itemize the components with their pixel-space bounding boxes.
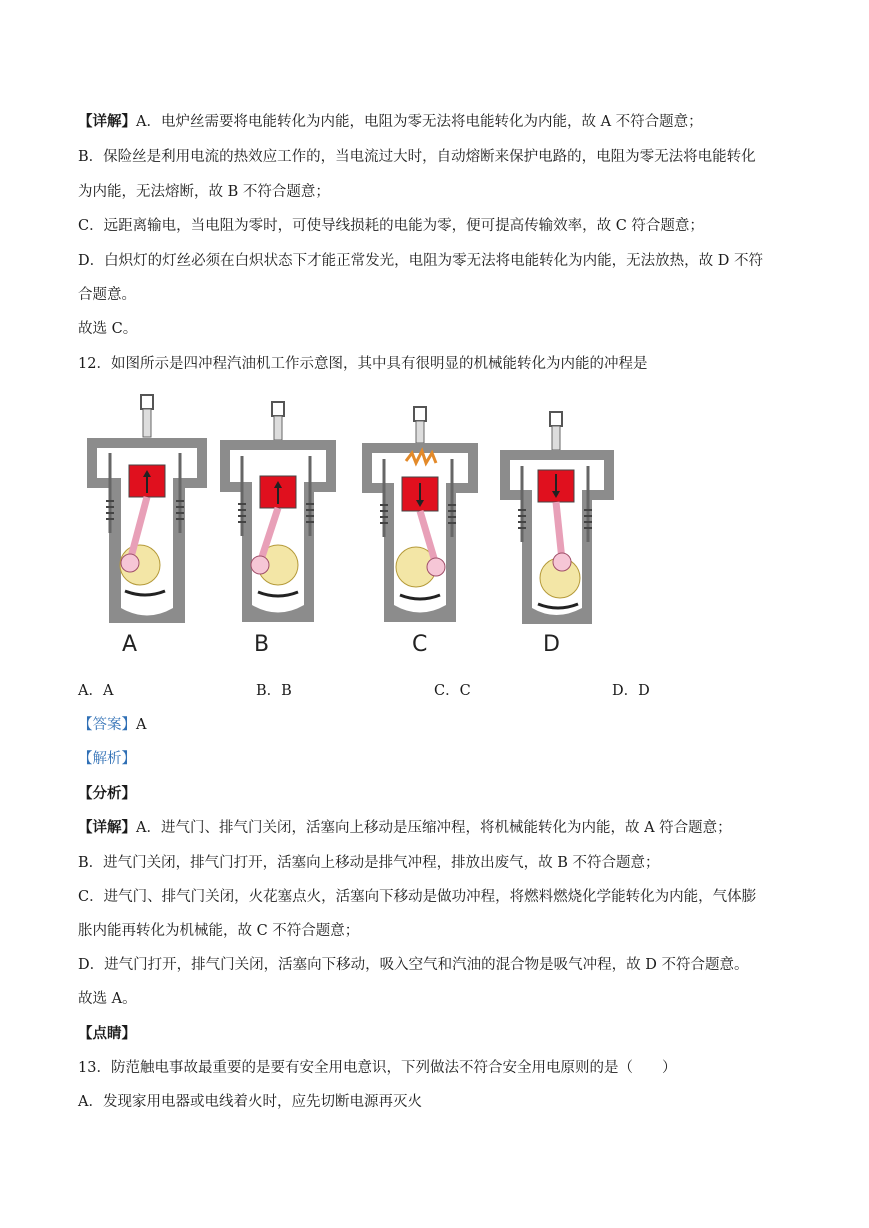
q12-detail-c2: 胀内能再转化为机械能，故 C 不符合题意；	[78, 923, 360, 939]
q12-stem: 12．如图所示是四冲程汽油机工作示意图，其中具有很明显的机械能转化为内能的冲程是	[78, 356, 648, 372]
q13-stem: 13．防范触电事故最重要的是要有安全用电意识，下列做法不符合安全用电原则的是（ ）	[78, 1060, 677, 1076]
q11-conclusion: 故选 C。	[78, 321, 138, 337]
q12-detail-a: 【详解】A．进气门、排气门关闭，活塞向上移动是压缩冲程，将机械能转化为内能，故 A 符合题意；	[78, 819, 732, 836]
option-c: C．C	[434, 683, 471, 699]
option-b: B．B	[256, 683, 292, 699]
figure-label-c: C	[412, 632, 428, 657]
fenxi-tag: 【分析】	[78, 785, 136, 802]
engine-figure-c	[360, 405, 480, 622]
q11-detail-b1: B．保险丝是利用电流的热效应工作的，当电流过大时，自动熔断来保护电路的，电阻为零无法将电能转化	[78, 149, 756, 165]
engine-figure-b	[218, 400, 338, 622]
figure-label-d: D	[543, 632, 560, 657]
q11-detail-b2: 为内能，无法熔断，故 B 不符合题意；	[78, 184, 330, 200]
q11-detail-c: C．远距离输电，当电阻为零时，可使导线损耗的电能为零，便可提高传输效率，故 C 符合题意；	[78, 218, 704, 234]
figure-label-a: A	[122, 632, 138, 657]
analysis-tag: 【解析】	[78, 751, 136, 767]
figure-label-b: B	[254, 632, 270, 657]
q12-detail-b: B．进气门关闭，排气门打开，活塞向上移动是排气冲程，排放出废气，故 B 不符合题意；	[78, 855, 660, 871]
q11-detail-d1: D．白炽灯的灯丝必须在白炽状态下才能正常发光，电阻为零无法将电能转化为内能，无法放热，故 D 不符	[78, 253, 763, 269]
engine-figure-d	[498, 410, 616, 624]
q11-detail-a: 【详解】A．电炉丝需要将电能转化为内能，电阻为零无法将电能转化为内能，故 A 不符合题意；	[78, 113, 703, 130]
q11-detail-d2: 合题意。	[78, 287, 136, 303]
q12-detail-c1: C．进气门、排气门关闭，火花塞点火，活塞向下移动是做功冲程，将燃料燃烧化学能转化为内能，气体膨	[78, 889, 757, 905]
engine-figure-a	[85, 393, 210, 623]
comment-tag: 【点睛】	[78, 1025, 136, 1042]
q13-option-a: A．发现家用电器或电线着火时，应先切断电源再灭火	[78, 1094, 422, 1110]
answer-line: 【答案】A	[78, 717, 147, 733]
q12-detail-d: D．进气门打开，排气门关闭，活塞向下移动，吸入空气和汽油的混合物是吸气冲程，故 D 不符合题意。	[78, 957, 749, 973]
q12-conclusion: 故选 A。	[78, 991, 137, 1007]
option-d: D．D	[612, 683, 650, 699]
option-a: A．A	[78, 683, 114, 699]
